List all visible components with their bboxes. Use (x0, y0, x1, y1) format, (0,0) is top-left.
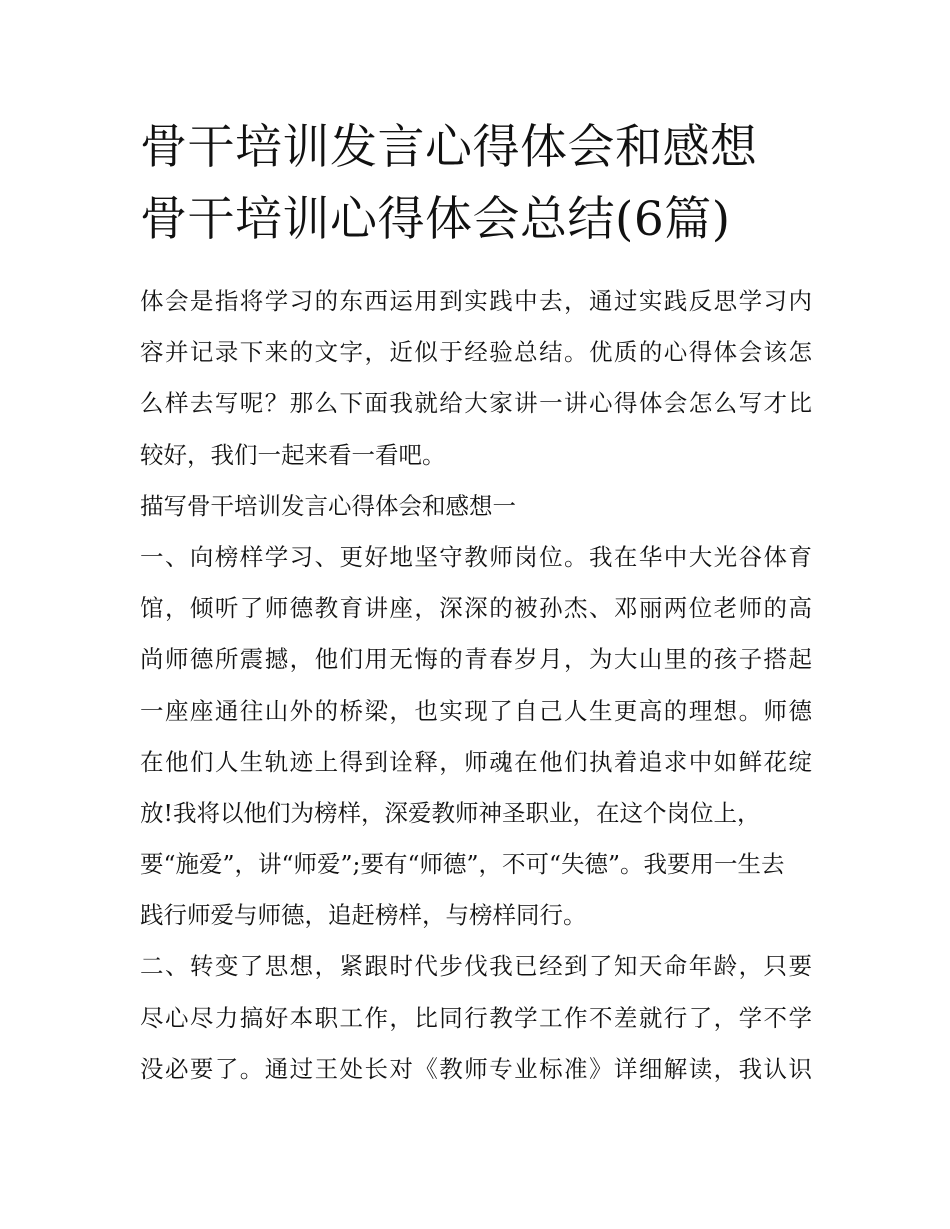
text-line: 较好，我们一起来看一看吧。 (140, 440, 446, 469)
text-line: 一、向榜样学习、更好地坚守教师岗位。我在华中大光谷体育 (140, 542, 812, 571)
text-line: 么样去写呢？那么下面我就给大家讲一讲心得体会怎么写才比 (140, 389, 812, 418)
text-line: 一座座通往山外的桥梁，也实现了自己人生更高的理想。师德 (140, 696, 812, 725)
text-line: 放!我将以他们为榜样，深爱教师神圣职业，在这个岗位上， (140, 798, 761, 827)
text-line: 馆，倾听了师德教育讲座，深深的被孙杰、邓丽两位老师的高 (140, 594, 812, 623)
text-line: 践行师爱与师德，追赶榜样，与榜样同行。 (140, 901, 587, 930)
text-line: 二、转变了思想，紧跟时代步伐我已经到了知天命年龄，只要 (140, 952, 812, 981)
text-line: 体会是指将学习的东西运用到实践中去，通过实践反思学习内 (140, 287, 812, 315)
text-line: 尽心尽力搞好本职工作，比同行教学工作不差就行了，学不学 (140, 1003, 812, 1032)
document-body (140, 276, 812, 1095)
title-line-1: 骨干培训发言心得体会和感想 (140, 120, 758, 175)
text-line: 容并记录下来的文字，近似于经验总结。优质的心得体会该怎 (140, 338, 812, 367)
section-heading: 描写骨干培训发言心得体会和感想一 (140, 491, 516, 520)
text-line: 在他们人生轨迹上得到诠释，师魂在他们执着追求中如鲜花绽 (140, 747, 812, 776)
title-line-2: 骨干培训心得体会总结(6篇) (140, 192, 731, 247)
text-line: 尚师德所震撼，他们用无悔的青春岁月，为大山里的孩子搭起 (140, 645, 812, 674)
text-line: 要“施爱”，讲“师爱”;要有“师德”，不可“失德”。我要用一生去 (140, 850, 785, 879)
text-line: 没必要了。通过王处长对《教师专业标准》详细解读，我认识 (140, 1054, 812, 1083)
document-title (140, 112, 820, 256)
